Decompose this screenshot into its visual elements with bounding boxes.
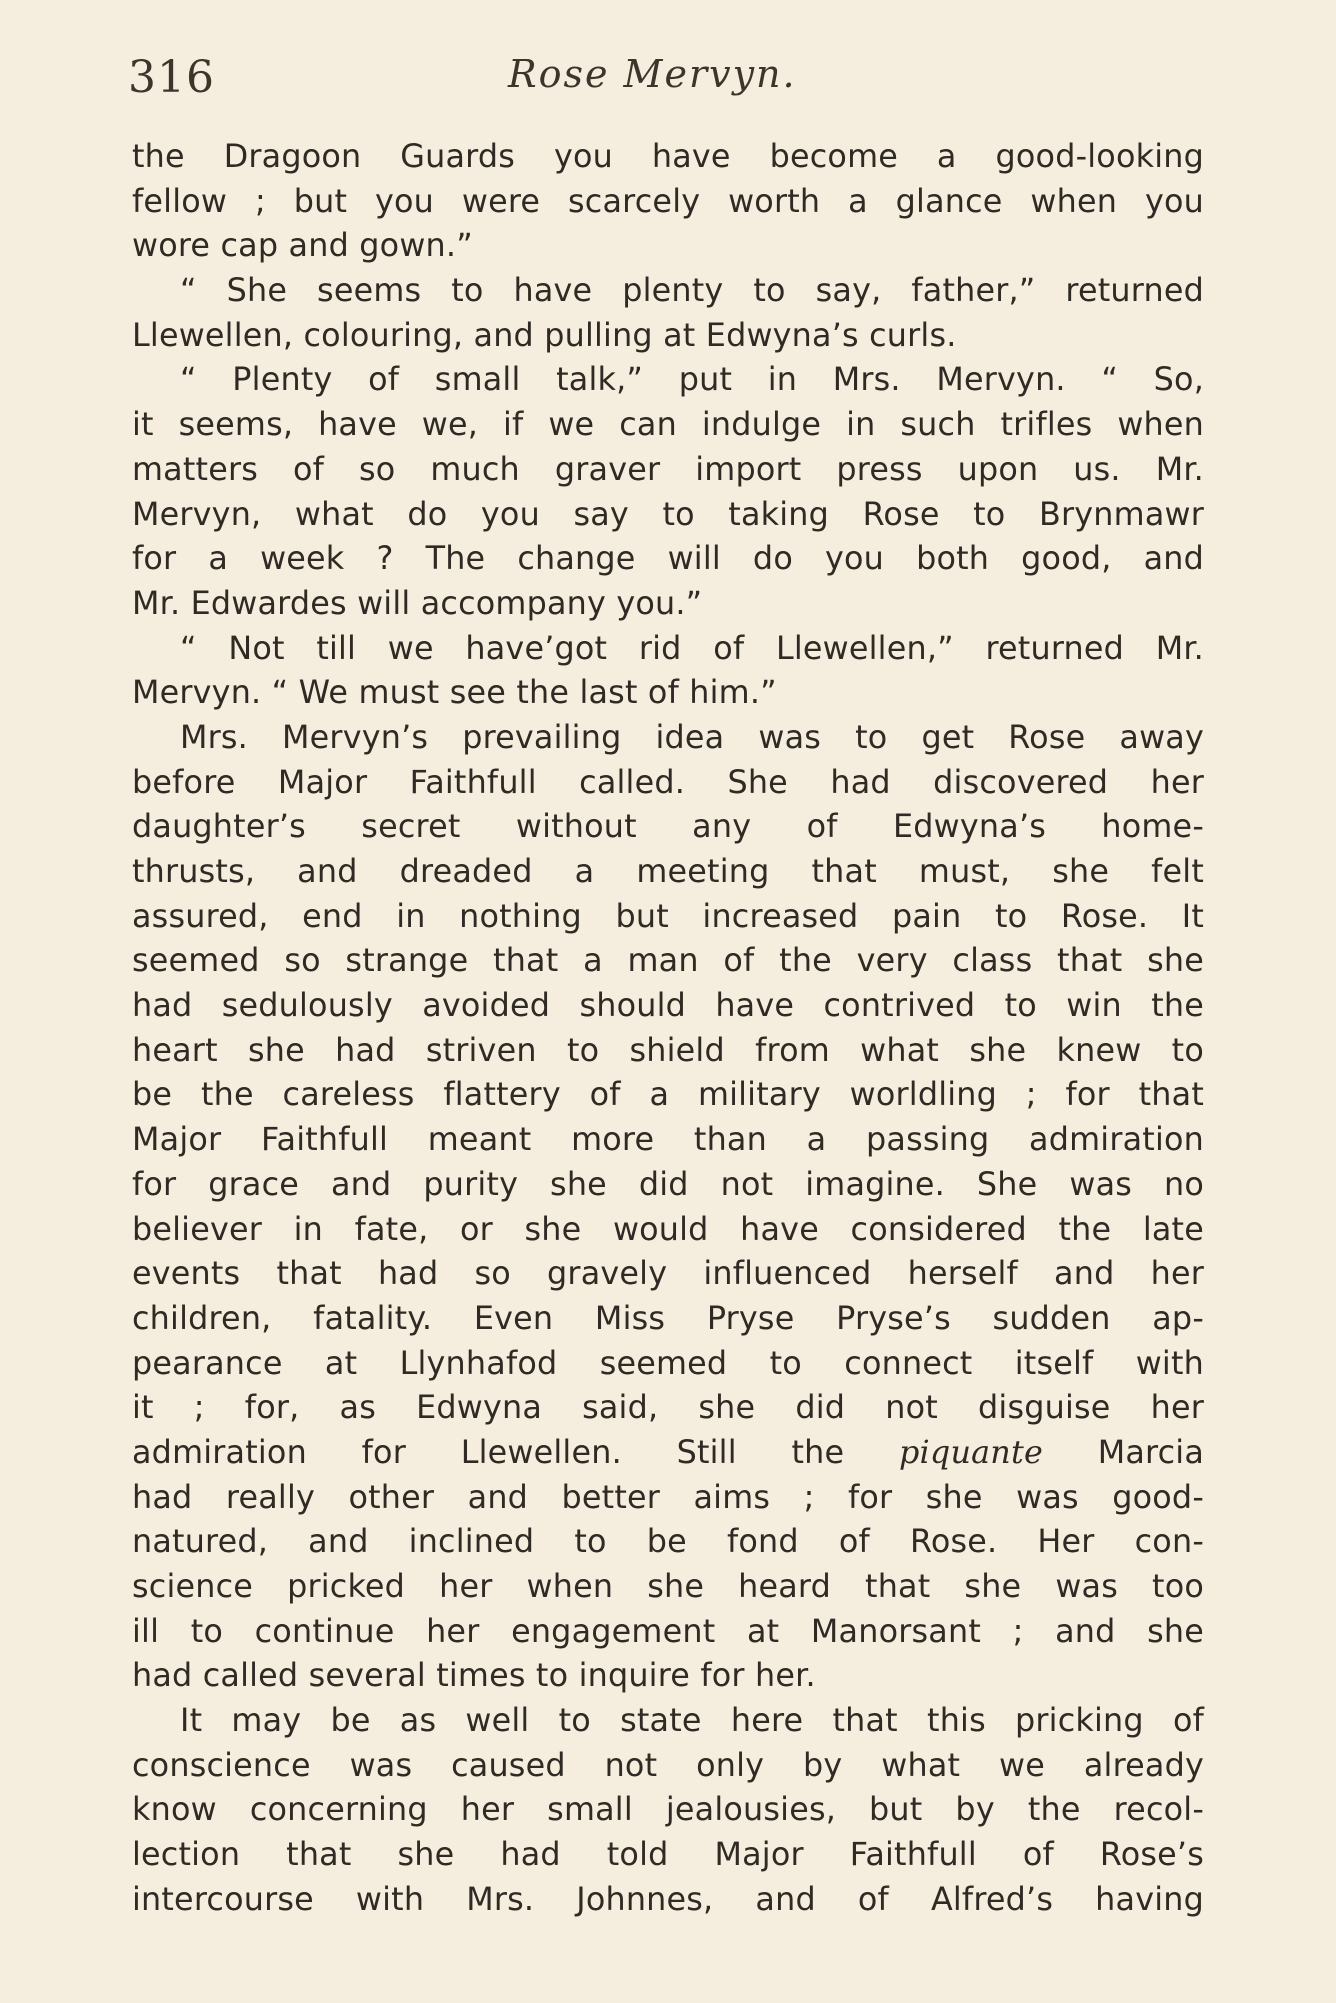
text-line: Mr. Edwardes will accompany you.” [132,584,703,622]
text-line: fellow ; but you were scarcely worth a glance when you [132,182,1204,220]
text-line: lection that she had told Major Faithfull of Rose’s [132,1836,1204,1874]
text-line: daughter’s secret without any of Edwyna’s home- [132,808,1204,846]
text-line: assured, end in nothing but increased pain to Rose. It [132,897,1204,935]
page-number: 316 [128,52,215,103]
text-line: thrusts, and dreaded a meeting that must, she felt [132,853,1204,890]
running-title: Rose Mervyn. [508,52,797,96]
italic-word: piquante [898,1433,1043,1471]
text-line: “ Plenty of small talk,” put in Mrs. Mervyn. “ So, [180,361,1204,399]
text-line: It may be as well to state here that this pricking of [180,1702,1204,1740]
text-line: heart she had striven to shield from what she knew to [132,1031,1204,1069]
text-line: Major Faithfull meant more than a passing admiration [132,1121,1204,1159]
text-line: events that had so gravely influenced herself and her [132,1255,1204,1293]
text-line: ill to continue her engagement at Manorsant ; and she [132,1612,1204,1650]
text-line: before Major Faithfull called. She had discovered her [132,763,1204,801]
text-line: for grace and purity she did not imagine. She was no [132,1165,1204,1203]
text-line: be the careless flattery of a military worldling ; for that [132,1076,1204,1114]
text-line: believer in fate, or she would have considered the late [132,1210,1204,1248]
text-line: Mervyn, what do you say to taking Rose to Brynmawr [132,495,1204,533]
text-line: pearance at Llynhafod seemed to connect itself with [132,1344,1204,1382]
text-line: “ Not till we have’got rid of Llewellen,” returned Mr. [180,629,1204,667]
text-line: “ She seems to have plenty to say, father,” returned [180,272,1204,310]
text-line: seemed so strange that a man of the very class that she [132,942,1204,980]
text-line: admiration for Llewellen. Still the piquante Marcia [132,1433,1204,1471]
text-line: had sedulously avoided should have contrived to win the [132,987,1204,1025]
text-line: wore cap and gown.” [132,227,473,265]
text-line: had really other and better aims ; for she was good- [132,1478,1204,1516]
text-line: it ; for, as Edwyna said, she did not disguise her [132,1389,1204,1427]
text-line: Mrs. Mervyn’s prevailing idea was to get Rose away [180,718,1204,756]
text-line: had called several times to inquire for her. [132,1657,816,1695]
text-line: science pricked her when she heard that she was too [132,1568,1204,1605]
text-line: natured, and inclined to be fond of Rose. Her con- [132,1523,1204,1561]
body-text [132,135,1204,1923]
text-line: know concerning her small jealousies, but by the recol- [132,1791,1204,1829]
text-line: the Dragoon Guards you have become a good-looking [132,138,1204,175]
text-line: for a week ? The change will do you both good, and [132,540,1204,578]
text-line: Mervyn. “ We must see the last of him.” [132,674,777,712]
text-line: conscience was caused not only by what we already [132,1746,1204,1784]
text-line: Llewellen, colouring, and pulling at Edwyna’s curls. [132,316,957,354]
running-head [128,52,1208,112]
text-line: intercourse with Mrs. Johnnes, and of Alfred’s having [132,1880,1204,1918]
text-line: matters of so much graver import press upon us. Mr. [132,450,1204,488]
text-line: children, fatality. Even Miss Pryse Pryse’s sudden ap- [132,1299,1204,1337]
text-line: it seems, have we, if we can indulge in such trifles when [132,406,1204,444]
